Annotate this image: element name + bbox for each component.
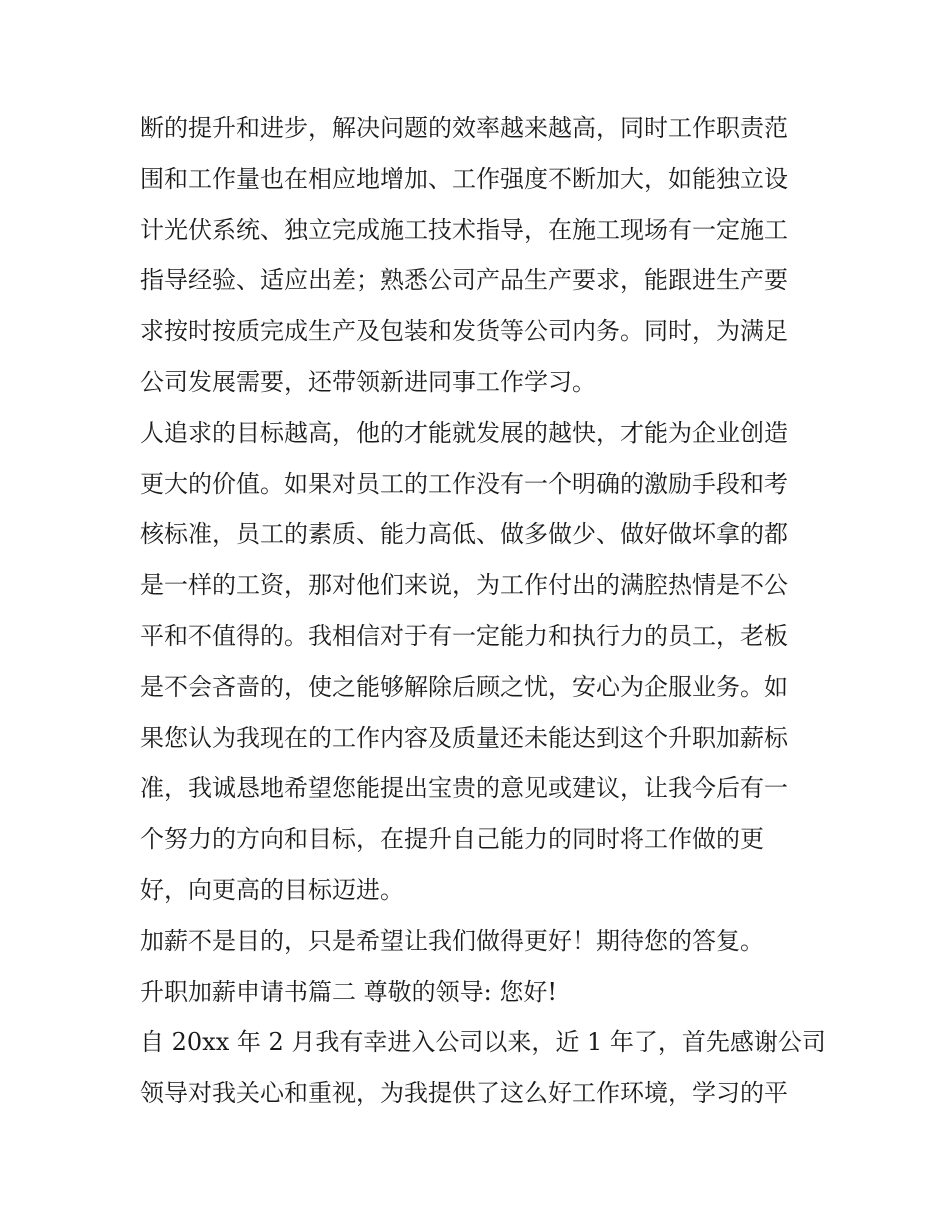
text-line: 指导经验、适应出差；熟悉公司产品生产要求，能跟进生产要 [140, 266, 788, 295]
document-body [140, 103, 826, 1119]
section-heading-line: 升职加薪申请书篇二 尊敬的领导: 您好! [140, 977, 557, 1006]
text-line: 求按时按质完成生产及包装和发货等公司内务。同时，为满足 [140, 317, 788, 346]
text-line: 加薪不是目的，只是希望让我们做得更好！期待您的答复。 [140, 926, 764, 955]
text-line: 准，我诚恳地希望您能提出宝贵的意见或建议，让我今后有一 [140, 774, 788, 803]
text-line: 核标准，员工的素质、能力高低、做多做少、做好做坏拿的都 [140, 520, 788, 549]
text-line: 人追求的目标越高，他的才能就发展的越快，才能为企业创造 [140, 418, 788, 447]
text-line: 果您认为我现在的工作内容及质量还未能达到这个升职加薪标 [140, 723, 788, 752]
text-line: 平和不值得的。我相信对于有一定能力和执行力的员工，老板 [140, 621, 788, 650]
text-line: 公司发展需要，还带领新进同事工作学习。 [140, 367, 596, 396]
text-line: 围和工作量也在相应地增加、工作强度不断加大，如能独立设 [140, 164, 788, 193]
text-line: 断的提升和进步，解决问题的效率越来越高，同时工作职责范 [140, 114, 788, 142]
text-line: 领导对我关心和重视，为我提供了这么好工作环境，学习的平 [140, 1079, 788, 1108]
text-line: 计光伏系统、独立完成施工技术指导，在施工现场有一定施工 [140, 215, 788, 244]
text-line: 个努力的方向和目标，在提升自己能力的同时将工作做的更 [140, 825, 764, 854]
text-line: 是不会吝啬的，使之能够解除后顾之忧，安心为企服业务。如 [140, 672, 788, 701]
text-line: 更大的价值。如果对员工的工作没有一个明确的激励手段和考 [140, 469, 788, 498]
text-line: 是一样的工资，那对他们来说，为工作付出的满腔热情是不公 [140, 571, 788, 600]
text-line: 好，向更高的目标迈进。 [140, 875, 404, 904]
text-line: 自 20xx 年 2 月我有幸进入公司以来，近 1 年了，首先感谢公司 [140, 1028, 826, 1057]
